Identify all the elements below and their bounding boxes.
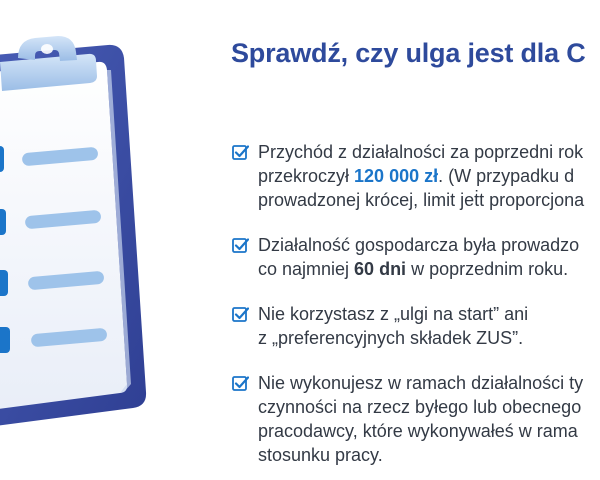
condition-text-line: czynności na rzecz byłego lub obecnego — [258, 397, 582, 417]
condition-text-line: Działalność gospodarcza była prowadzo — [258, 235, 580, 255]
condition-text-line: Nie wykonujesz w ramach działalności ty — [258, 373, 584, 393]
page-title: Sprawdź, czy ulga jest dla C — [231, 38, 586, 68]
condition-text-line: pracodawcy, które wykonywałeś w rama — [258, 421, 578, 441]
condition-text-line: co najmniej 60 dni w poprzednim roku. — [258, 259, 569, 279]
condition-text-line: z „preferencyjnych składek ZUS”. — [258, 328, 524, 348]
checkbox-checked-icon — [232, 306, 249, 323]
list-item — [232, 371, 583, 467]
condition-text-line: Przychód z działalności za poprzedni rok — [258, 142, 584, 162]
clipboard-checklist-icon — [0, 0, 220, 480]
list-item — [232, 302, 528, 350]
checkbox-checked-icon — [232, 375, 249, 392]
days-highlight: 60 dni — [354, 259, 407, 279]
condition-text-line: przekroczył 120 000 zł. (W przypadku d — [258, 166, 575, 186]
clipboard-clip-icon — [0, 36, 97, 91]
list-item — [232, 140, 584, 212]
condition-text-line: stosunku pracy. — [258, 445, 383, 465]
checkbox-checked-icon — [232, 144, 249, 161]
checkbox-checked-icon — [232, 237, 249, 254]
condition-text-line: Nie korzystasz z „ulgi na start” ani — [258, 304, 529, 324]
list-item — [232, 233, 579, 281]
condition-text-line: prowadzonej krócej, limit jeṫt proporcjona — [258, 190, 585, 210]
revenue-limit-highlight: 120 000 zł — [354, 166, 439, 186]
